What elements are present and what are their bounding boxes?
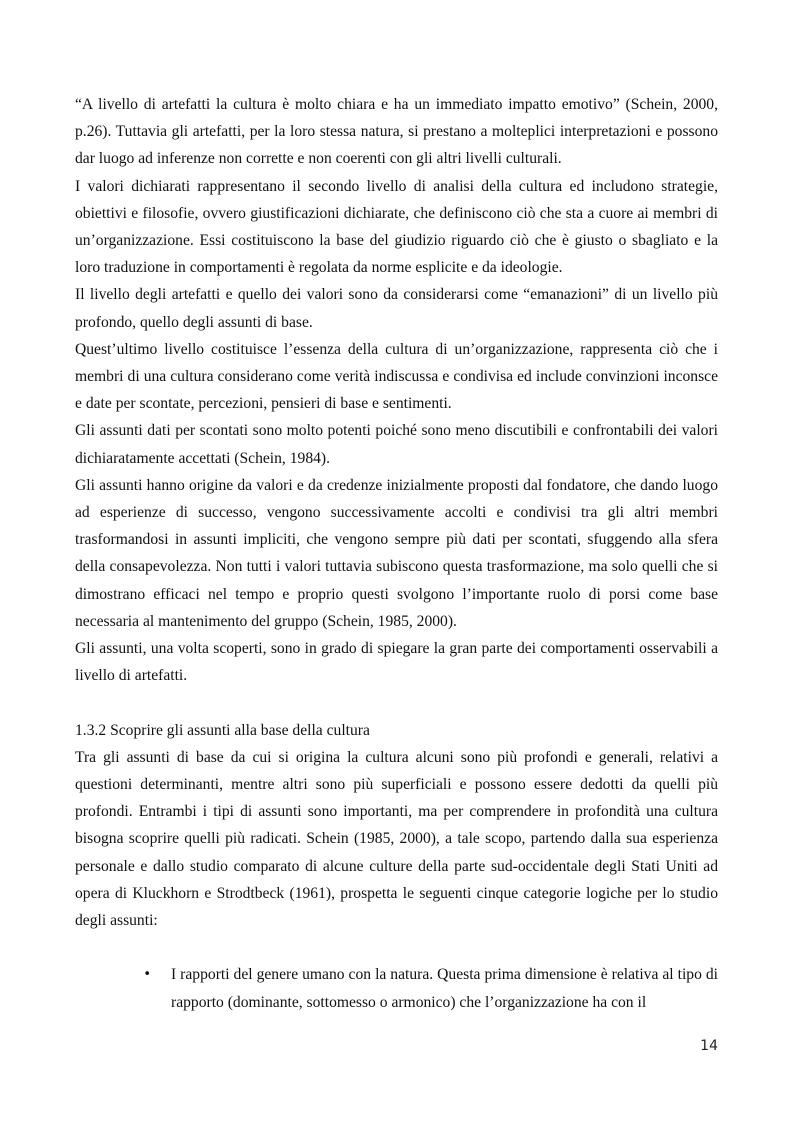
- paragraph-essenza-cultura: Quest’ultimo livello costituisce l’essenza della cultura di un’organizzazione, rappresenta ciò che i membri di una cultura considerano come verità indiscussa e condivisa ed include convinzioni inconsce e date per scontate, percezioni, pensieri di base e sentimenti.: [75, 340, 718, 413]
- paragraph-emanazioni: Il livello degli artefatti e quello dei valori sono da considerarsi come “emanazioni” di un livello più profondo, quello degli assunti di base.: [75, 286, 718, 331]
- section-heading: 1.3.2 Scoprire gli assunti alla base della cultura: [75, 721, 370, 739]
- bullet-list: [75, 961, 718, 1015]
- list-item: [75, 961, 718, 1015]
- paragraph-assunti-potenti: Gli assunti dati per scontati sono molto potenti poiché sono meno discutibili e confrontabili dei valori dichiaratamente accettati (Schein, 1984).: [75, 422, 718, 467]
- section-paragraph: Tra gli assunti di base da cui si origina la cultura alcuni sono più profondi e generali, relativi a questioni determinanti, mentre altri sono più superficiali e possono essere dedotti da quelli più profondi. Entrambi i tipi di assunti sono importanti, ma per comprendere in profondità una cultura bisogna scoprire quelli più radicati. Schein (1985, 2000), a tale scopo, partendo dalla sua esperienza personale e dallo studio comparato di alcune culture della parte sud-occidentale degli Stati Uniti ad opera di Kluckhorn e Strodtbeck (1961), prospetta le seguenti cinque categorie logiche per lo studio degli assunti:: [75, 748, 718, 930]
- page-number: 14: [700, 1038, 718, 1054]
- body-text: [75, 91, 718, 1016]
- paragraph-valori-dichiarati: I valori dichiarati rappresentano il secondo livello di analisi della cultura ed includono strategie, obiettivi e filosofie, ovvero giustificazioni dichiarate, che definiscono ciò che sta a cuore ai membri di un’organizzazione. Essi costituiscono la base del giudizio riguardo ciò che è giusto o sbagliato e la loro traduzione in comportamenti è regolata da norme esplicite e da ideologie.: [75, 177, 718, 277]
- bullet-text: I rapporti del genere umano con la natura. Questa prima dimensione è relativa al tipo di rapporto (dominante, sottomesso o armonico) che l’organizzazione ha con il: [171, 966, 718, 1011]
- paragraph-origine-assunti: Gli assunti hanno origine da valori e da credenze inizialmente proposti dal fondatore, che dando luogo ad esperienze di successo, vengono successivamente accolti e condivisi tra gli altri membri trasformandosi in assunti impliciti, che vengono sempre più dati per scontati, sfuggendo alla sfera della consapevolezza. Non tutti i valori tuttavia subiscono questa trasformazione, ma solo quelli che si dimostrano efficaci nel tempo e proprio questi svolgono l’importante ruolo di porsi come base necessaria al mantenimento del gruppo (Schein, 1985, 2000).: [75, 476, 718, 630]
- bullet-icon: •: [143, 967, 151, 983]
- paragraph-assunti-scoperti: Gli assunti, una volta scoperti, sono in grado di spiegare la gran parte dei comportamenti osservabili a livello di artefatti.: [75, 640, 718, 685]
- paragraph-artefatti-quote: “A livello di artefatti la cultura è molto chiara e ha un immediato impatto emotivo” (Schein, 2000, p.26). Tuttavia gli artefatti, per la loro stessa natura, si prestano a molteplici interpretazioni e possono dar luogo ad inferenze non corrette e non coerenti con gli altri livelli culturali.: [75, 96, 718, 168]
